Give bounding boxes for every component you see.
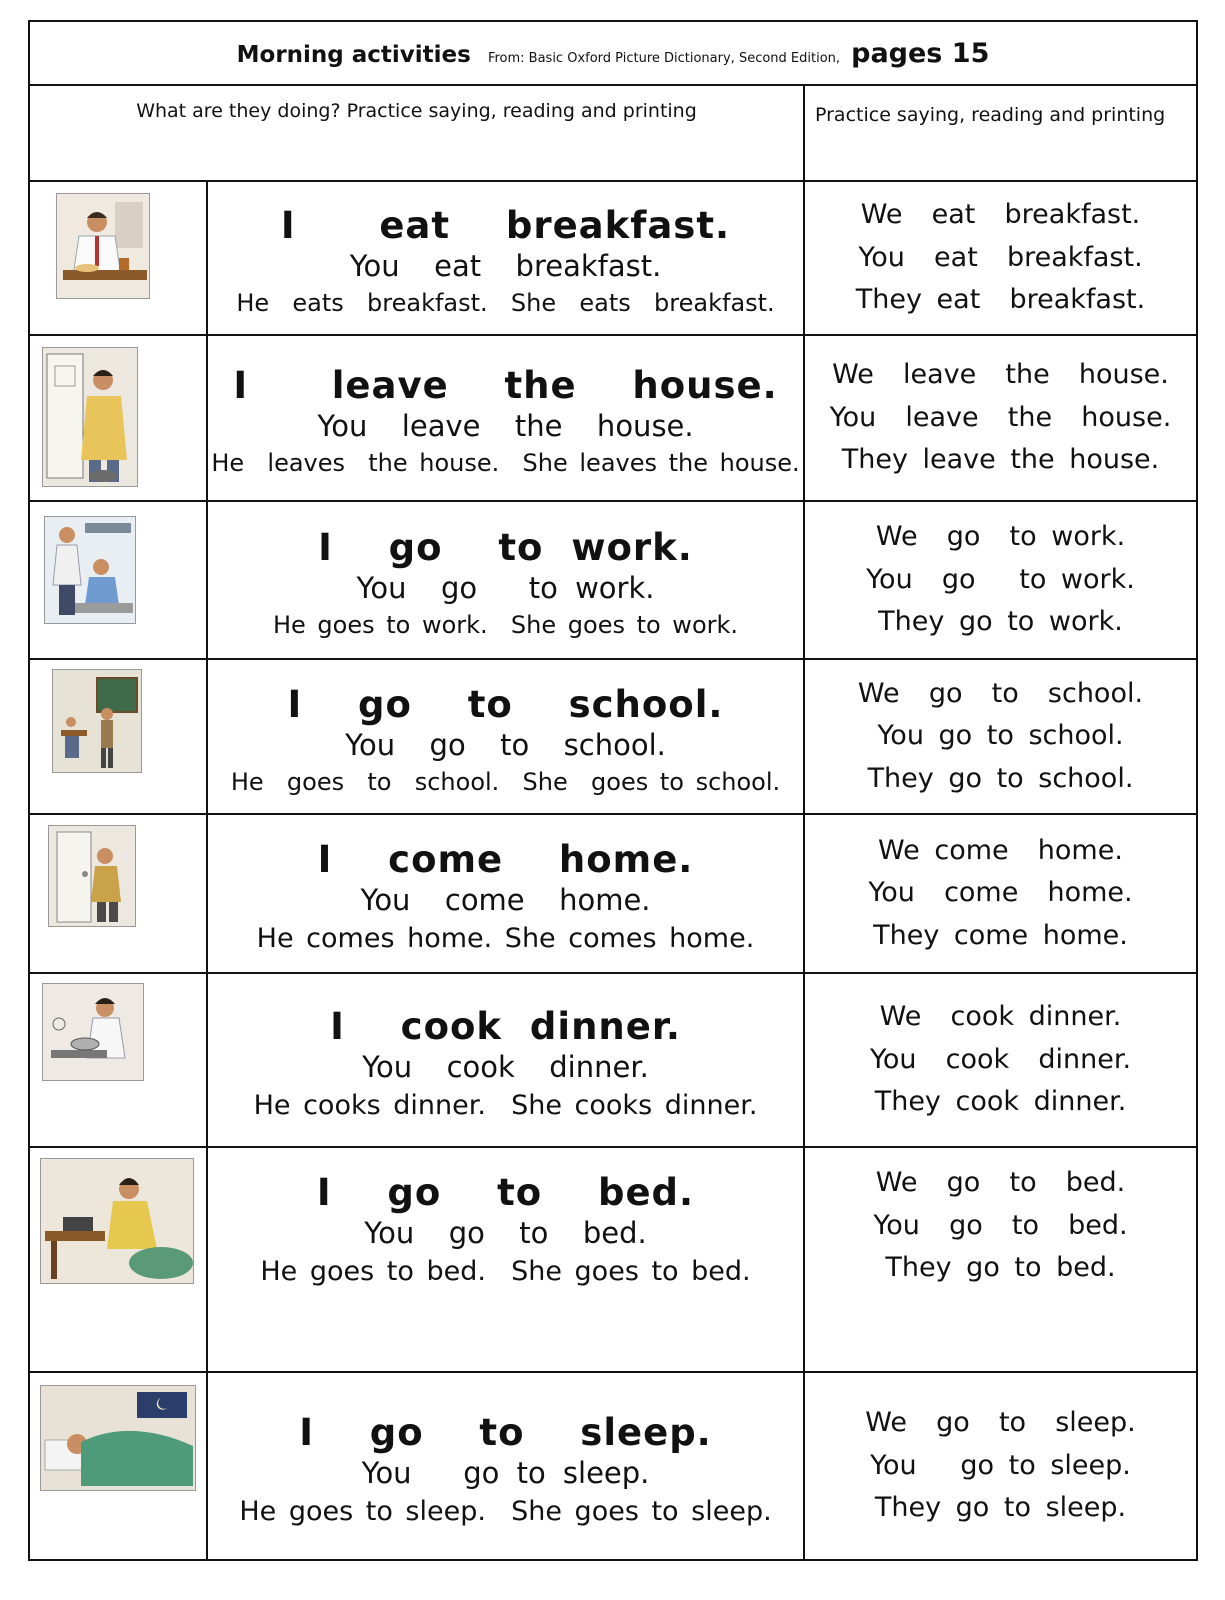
sentence-he-she: He goes to sleep. She goes to sleep. [239, 1495, 772, 1527]
singular-sentences [207, 973, 804, 1147]
sentence-you-plural: You go to school. [877, 720, 1124, 752]
picture-cell [29, 1147, 207, 1372]
singular-sentences [207, 814, 804, 973]
sentence-i: I go to work. [318, 526, 693, 569]
singular-sentences [207, 501, 804, 659]
sentence-they: They eat breakfast. [855, 284, 1146, 316]
singular-sentences [207, 181, 804, 335]
sentence-they: They go to school. [867, 762, 1134, 794]
plural-sentences [804, 335, 1197, 501]
sentence-he-she: He cooks dinner. She cooks dinner. [253, 1089, 758, 1121]
picture-cell [29, 659, 207, 814]
picture-cell [29, 973, 207, 1147]
sentence-you-plural: You leave the house. [829, 401, 1172, 433]
sentence-we: We cook dinner. [879, 1001, 1122, 1033]
source-citation: From: Basic Oxford Picture Dictionary, Second Edition, [487, 50, 841, 66]
man-eating-breakfast-picture [56, 193, 150, 299]
table-row [29, 181, 1197, 335]
sentence-you: You leave the house. [317, 409, 694, 443]
plural-sentences [804, 1372, 1197, 1560]
instructions-left: What are they doing? Practice saying, reading and printing [29, 85, 804, 181]
sentence-you-plural: You go to work. [866, 563, 1135, 595]
plural-sentences [804, 659, 1197, 814]
man-going-to-bed-picture [40, 1158, 194, 1284]
sentence-i: I come home. [317, 838, 694, 881]
sentence-you: You cook dinner. [362, 1049, 649, 1084]
sentence-he-she: He goes to school. She goes to school. [230, 767, 781, 796]
sentence-he-she: He goes to work. She goes to work. [272, 611, 739, 639]
sentence-you-plural: You come home. [868, 877, 1133, 909]
singular-sentences [207, 335, 804, 501]
sentence-you: You go to sleep. [361, 1455, 650, 1490]
sentence-you-plural: You go to bed. [873, 1209, 1128, 1241]
table-row [29, 1372, 1197, 1560]
worksheet-title: Morning activities [236, 41, 471, 68]
sentence-we: We come home. [878, 834, 1123, 866]
sentence-we: We eat breakfast. [860, 199, 1141, 231]
singular-sentences [207, 1147, 804, 1372]
sentence-you: You go to school. [345, 727, 666, 762]
sentence-he-she: He goes to bed. She goes to bed. [260, 1256, 751, 1287]
singular-sentences [207, 1372, 804, 1560]
sentence-i: I cook dinner. [330, 1004, 681, 1048]
picture-cell [29, 181, 207, 335]
table-row [29, 814, 1197, 973]
sentence-i: I leave the house. [233, 364, 778, 407]
sentence-you: You go to work. [356, 571, 655, 605]
picture-cell [29, 814, 207, 973]
sentence-he-she: He leaves the house. She leaves the house. [211, 449, 800, 477]
sentence-you-plural: You eat breakfast. [858, 241, 1143, 273]
sentence-they: They go to work. [878, 606, 1123, 638]
plural-sentences [804, 1147, 1197, 1372]
sentence-we: We go to school. [857, 677, 1144, 709]
sentence-we: We leave the house. [832, 359, 1169, 391]
teacher-in-classroom-picture [52, 669, 142, 773]
sentence-they: They leave the house. [841, 444, 1160, 476]
title-cell [29, 21, 1197, 85]
page-reference: pages 15 [851, 37, 990, 69]
plural-sentences [804, 814, 1197, 973]
man-cooking-dinner-picture [42, 983, 144, 1081]
sentence-we: We go to sleep. [865, 1407, 1136, 1439]
sentence-he-she: He comes home. She comes home. [256, 923, 755, 954]
worksheet-table [28, 20, 1198, 1561]
sentence-i: I go to school. [287, 682, 724, 726]
table-row [29, 1147, 1197, 1372]
sentence-we: We go to work. [875, 521, 1126, 553]
sentence-we: We go to bed. [875, 1167, 1126, 1198]
sentence-you: You eat breakfast. [349, 249, 662, 283]
man-sleeping-picture [40, 1385, 196, 1491]
table-row [29, 659, 1197, 814]
sentence-you: You go to bed. [364, 1216, 647, 1250]
people-going-to-work-picture [44, 516, 136, 624]
sentence-they: They cook dinner. [874, 1086, 1127, 1118]
sentence-i: I eat breakfast. [280, 204, 731, 247]
plural-sentences [804, 501, 1197, 659]
picture-cell [29, 335, 207, 501]
table-row [29, 501, 1197, 659]
table-row [29, 973, 1197, 1147]
sentence-you: You come home. [360, 883, 651, 917]
plural-sentences [804, 181, 1197, 335]
sentence-you-plural: You cook dinner. [869, 1043, 1132, 1075]
picture-cell [29, 501, 207, 659]
sentence-he-she: He eats breakfast. She eats breakfast. [236, 289, 775, 317]
table-row [29, 335, 1197, 501]
sentence-i: I go to bed. [316, 1171, 695, 1214]
picture-cell [29, 1372, 207, 1560]
sentence-you-plural: You go to sleep. [870, 1449, 1131, 1481]
sentence-they: They come home. [873, 919, 1128, 951]
man-coming-home-picture [48, 825, 136, 927]
instructions-right: Practice saying, reading and printing [804, 85, 1197, 181]
singular-sentences [207, 659, 804, 814]
plural-sentences [804, 973, 1197, 1147]
man-leaving-house-picture [42, 347, 138, 487]
sentence-i: I go to sleep. [299, 1410, 712, 1454]
sentence-they: They go to sleep. [874, 1492, 1127, 1524]
sentence-they: They go to bed. [885, 1252, 1116, 1284]
